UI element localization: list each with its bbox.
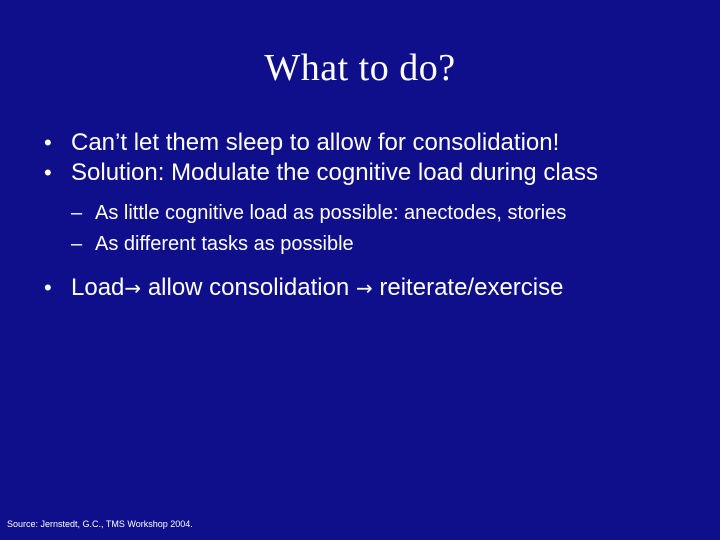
sub-bullet-item — [44, 198, 694, 229]
bullet-item — [44, 128, 694, 158]
source-citation: Source: Jernstedt, G.C., TMS Workshop 2004. — [7, 519, 193, 529]
sub-bullet-text: As different tasks as possible — [95, 233, 354, 255]
bullet-item — [44, 158, 631, 188]
sub-bullet-item — [44, 229, 694, 260]
right-arrow-icon: → — [124, 276, 142, 300]
sub-bullet-text: As little cognitive load as possible: anectodes, stories — [95, 202, 567, 224]
slide-title: What to do? — [264, 47, 456, 89]
bullet-marker: • — [44, 160, 52, 185]
bullet-list — [44, 128, 694, 303]
bullet-text: Can’t let them sleep to allow for consolidation! — [71, 129, 560, 156]
bullet-item — [44, 273, 694, 303]
sub-bullet-marker: – — [71, 202, 83, 224]
bullet-text: Solution: Modulate the cognitive load during class — [71, 159, 598, 186]
sub-bullet-marker: – — [71, 233, 83, 255]
bullet-text-reiterate: reiterate/exercise — [372, 274, 564, 301]
bullet-marker: • — [44, 130, 52, 155]
bullet-text-load: Load — [71, 274, 125, 301]
bullet-marker: • — [44, 275, 52, 300]
bullet-text-consolidation: allow consolidation — [141, 274, 356, 301]
right-arrow-icon: → — [355, 276, 373, 300]
